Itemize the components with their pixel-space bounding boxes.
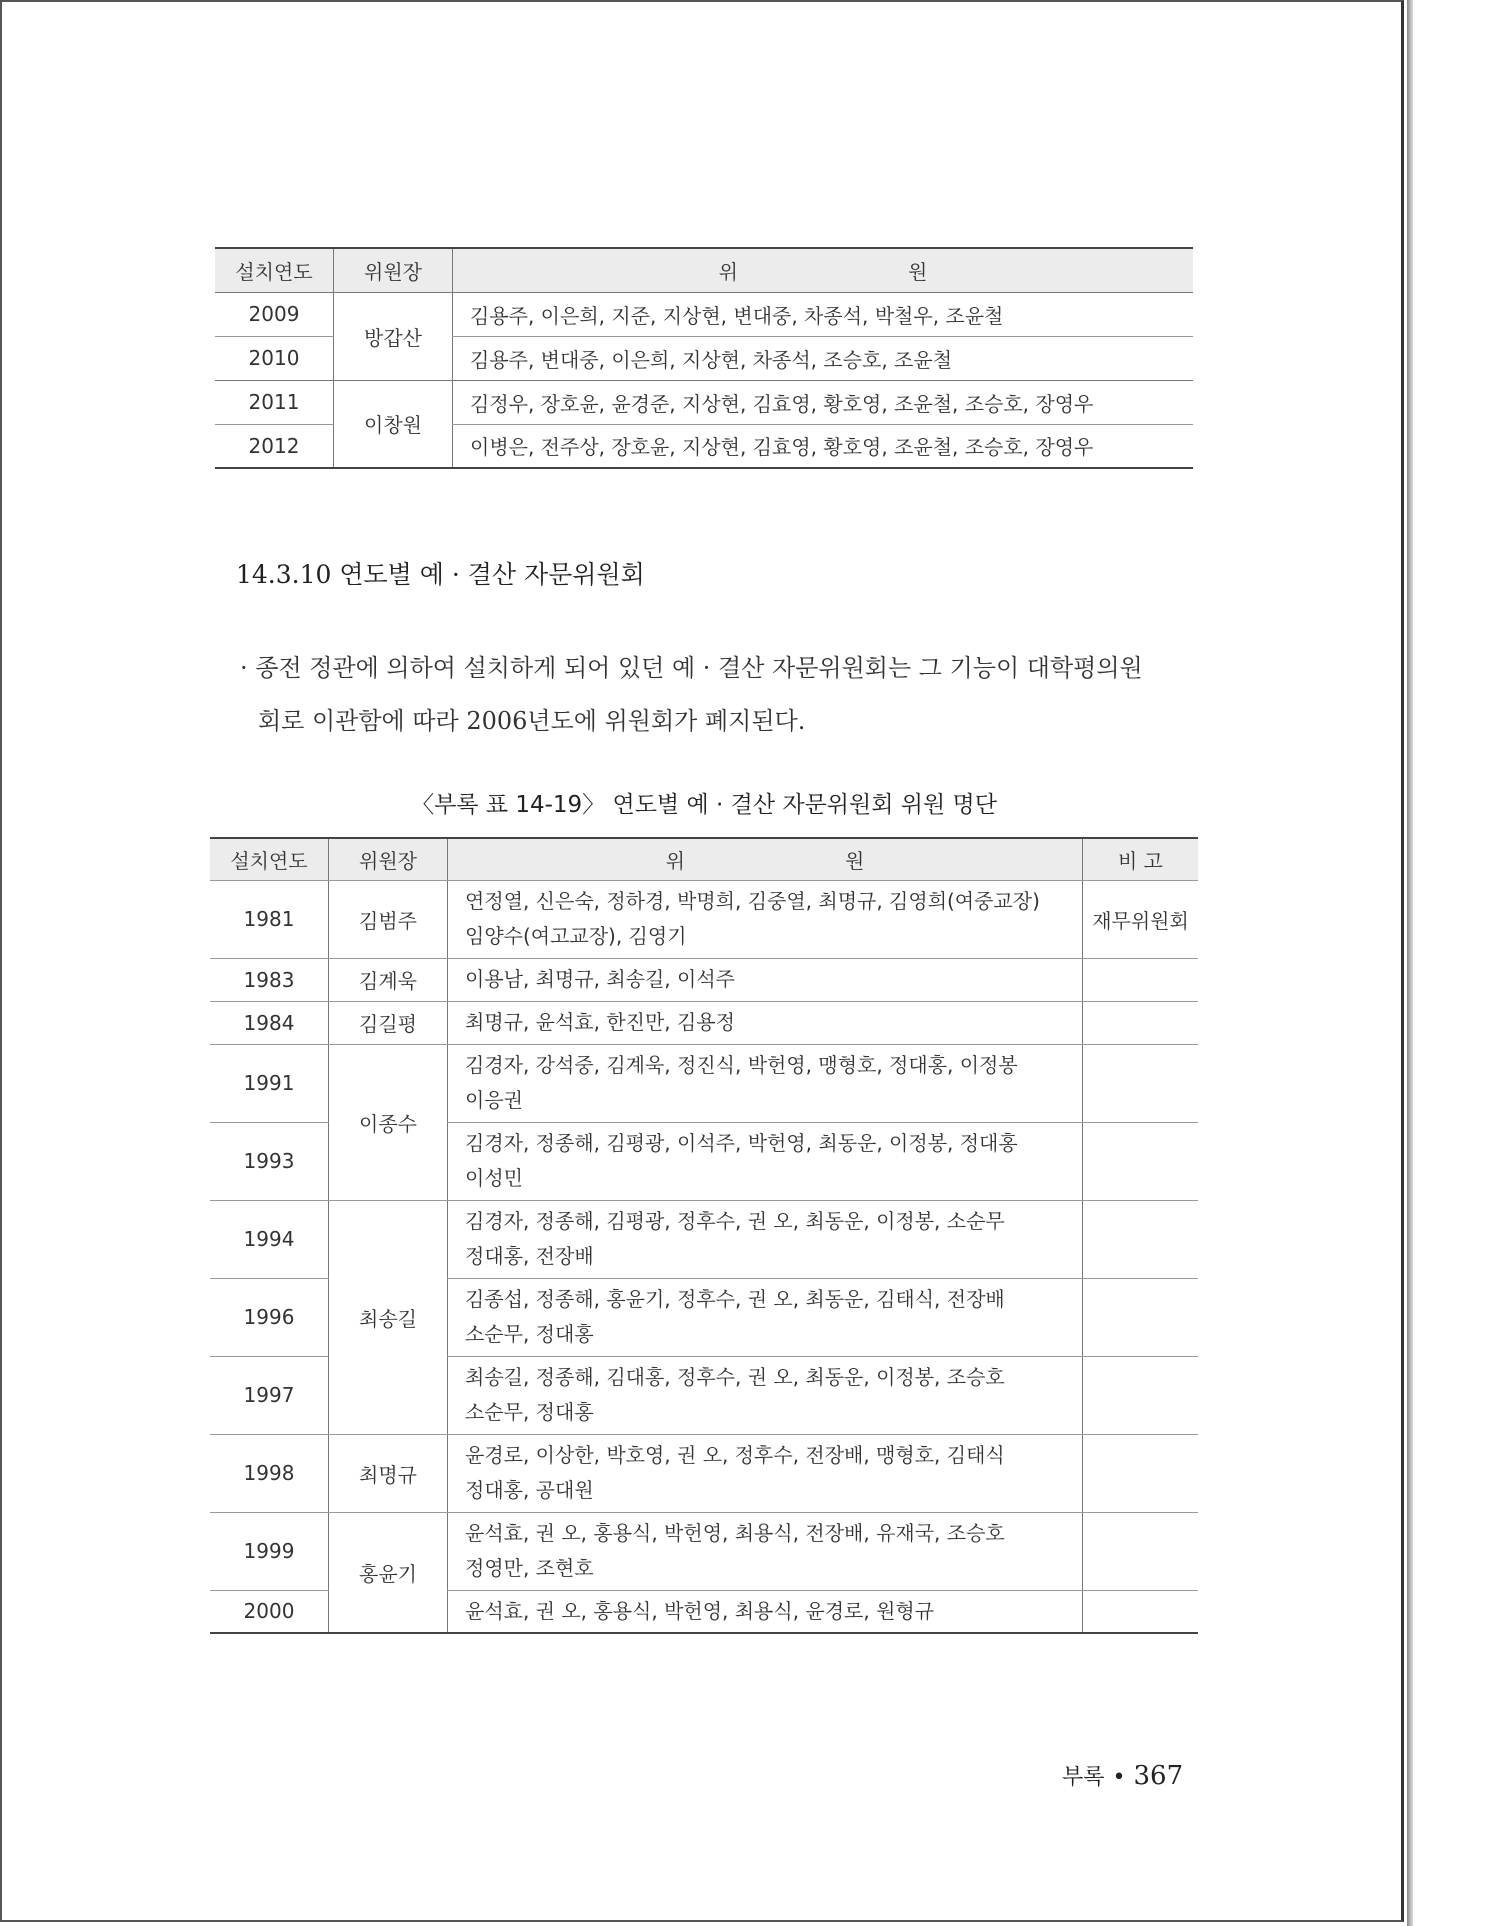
cell-year: 1998 [210, 1434, 329, 1512]
cell-note: 재무위원회 [1083, 880, 1199, 958]
cell-members: 김경자, 강석중, 김계욱, 정진식, 박헌영, 맹형호, 정대홍, 이정봉 이응권 [448, 1044, 1083, 1122]
cell-year: 1999 [210, 1512, 329, 1590]
cell-note [1083, 1356, 1199, 1434]
cell-year: 1983 [210, 958, 329, 1001]
cell-members: 윤경로, 이상한, 박호영, 권 오, 정후수, 전장배, 맹형호, 김태식 정대홍, 공대원 [448, 1434, 1083, 1512]
footer-bullet: • [1112, 1765, 1126, 1790]
footer-label: 부록 [1062, 1765, 1105, 1790]
cell-year: 1991 [210, 1044, 329, 1122]
page-number: 367 [1133, 1761, 1184, 1791]
cell-note [1083, 1001, 1199, 1044]
cell-note [1083, 1122, 1199, 1200]
cell-year: 1994 [210, 1200, 329, 1278]
cell-chair: 이종수 [329, 1044, 448, 1200]
cell-year: 2011 [215, 380, 334, 424]
cell-chair: 홍윤기 [329, 1512, 448, 1633]
header-year: 설치연도 [215, 248, 334, 292]
header-chair: 위원장 [329, 838, 448, 880]
header-chair: 위원장 [334, 248, 453, 292]
table-row [210, 1044, 1198, 1122]
cell-members: 연정열, 신은숙, 정하경, 박명희, 김중열, 최명규, 김영희(여중교장) 임양수(여고교장), 김영기 [448, 880, 1083, 958]
cell-members: 윤석효, 권 오, 홍용식, 박헌영, 최용식, 전장배, 유재국, 조승호 정영만, 조현호 [448, 1512, 1083, 1590]
cell-members: 김경자, 정종해, 김평광, 이석주, 박헌영, 최동운, 이정봉, 정대홍 이성민 [448, 1122, 1083, 1200]
cell-members: 이용남, 최명규, 최송길, 이석주 [448, 958, 1083, 1001]
header-members: 위 원 [453, 248, 1194, 292]
table-row [210, 1200, 1198, 1278]
cell-note [1083, 958, 1199, 1001]
section-paragraph [240, 642, 1200, 748]
committee-table-2009-2012 [215, 247, 1193, 469]
cell-members: 김종섭, 정종해, 홍윤기, 정후수, 권 오, 최동운, 김태식, 전장배 소순무, 정대홍 [448, 1278, 1083, 1356]
cell-members: 김용주, 이은희, 지준, 지상현, 변대중, 차종석, 박철우, 조윤철 [453, 292, 1194, 336]
page-edge-shadow [1407, 0, 1413, 1926]
table-row [210, 1512, 1198, 1590]
paragraph-line-2: 회로 이관함에 따라 2006년도에 위원회가 폐지된다. [258, 707, 806, 735]
table-row [210, 1434, 1198, 1512]
cell-chair: 김길평 [329, 1001, 448, 1044]
cell-note [1083, 1044, 1199, 1122]
page-footer [1062, 1760, 1183, 1791]
header-members: 위 원 [448, 838, 1083, 880]
cell-note [1083, 1590, 1199, 1633]
header-year: 설치연도 [210, 838, 329, 880]
cell-note [1083, 1434, 1199, 1512]
cell-note [1083, 1278, 1199, 1356]
cell-note [1083, 1512, 1199, 1590]
cell-members: 김정우, 장호윤, 윤경준, 지상현, 김효영, 황호영, 조윤철, 조승호, 장영우 [453, 380, 1194, 424]
cell-chair: 최송길 [329, 1200, 448, 1434]
cell-year: 2009 [215, 292, 334, 336]
section-title: 14.3.10 연도별 예 · 결산 자문위원회 [236, 560, 645, 589]
cell-members: 김경자, 정종해, 김평광, 정후수, 권 오, 최동운, 이정봉, 소순무 정대홍, 전장배 [448, 1200, 1083, 1278]
cell-note [1083, 1200, 1199, 1278]
cell-members: 이병은, 전주상, 장호윤, 지상현, 김효영, 황호영, 조윤철, 조승호, 장영우 [453, 424, 1194, 468]
cell-year: 2010 [215, 336, 334, 380]
cell-year: 1997 [210, 1356, 329, 1434]
cell-members: 김용주, 변대중, 이은희, 지상현, 차종석, 조승호, 조윤철 [453, 336, 1194, 380]
cell-year: 1996 [210, 1278, 329, 1356]
table-row [210, 1001, 1198, 1044]
table-row [210, 958, 1198, 1001]
cell-members: 윤석효, 권 오, 홍용식, 박헌영, 최용식, 윤경로, 원형규 [448, 1590, 1083, 1633]
cell-year: 1984 [210, 1001, 329, 1044]
header-note: 비 고 [1083, 838, 1199, 880]
cell-year: 1981 [210, 880, 329, 958]
cell-members: 최명규, 윤석효, 한진만, 김용정 [448, 1001, 1083, 1044]
cell-chair: 김범주 [329, 880, 448, 958]
table-header-row [215, 248, 1193, 292]
table-row [210, 880, 1198, 958]
committee-members-table [210, 837, 1198, 1634]
cell-chair: 최명규 [329, 1434, 448, 1512]
cell-chair: 방갑산 [334, 292, 453, 380]
cell-chair: 이창원 [334, 380, 453, 468]
table-row [215, 292, 1193, 336]
cell-year: 2012 [248, 433, 300, 458]
cell-chair: 김계욱 [329, 958, 448, 1001]
cell-year: 2000 [210, 1590, 329, 1633]
paragraph-line-1: · 종전 정관에 의하여 설치하게 되어 있던 예 · 결산 자문위원회는 그 기능이 대학평의원 [240, 654, 1143, 682]
table-caption: 〈부록 표 14-19〉 연도별 예 · 결산 자문위원회 위원 명단 [411, 792, 997, 818]
table-row [215, 380, 1193, 424]
table-header-row [210, 838, 1198, 880]
cell-year: 1993 [210, 1122, 329, 1200]
cell-members: 최송길, 정종해, 김대홍, 정후수, 권 오, 최동운, 이정봉, 조승호 소순무, 정대홍 [448, 1356, 1083, 1434]
